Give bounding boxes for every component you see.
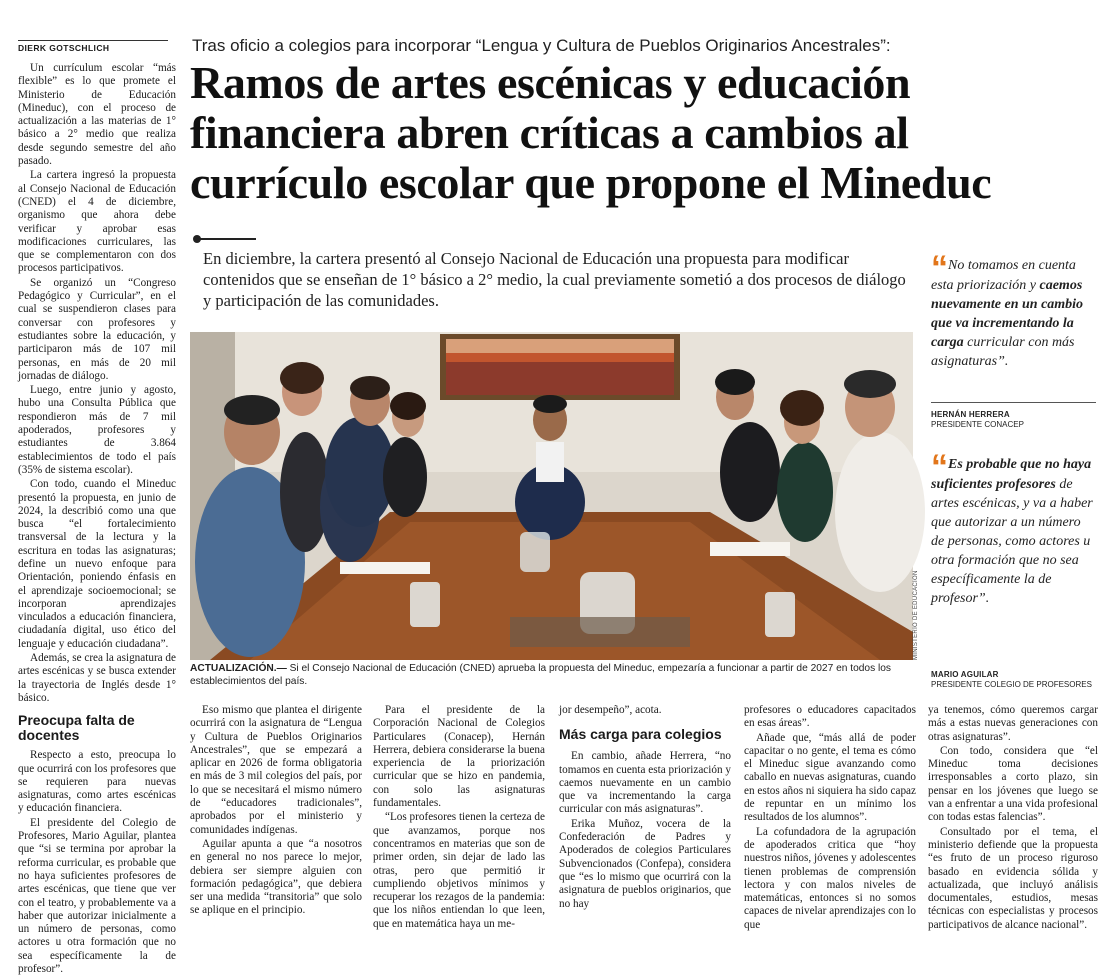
quote-mark-icon: “ [931, 249, 944, 287]
quote-source-role: PRESIDENTE COLEGIO DE PROFESORES [931, 680, 1092, 689]
quote-mark-icon: “ [931, 448, 944, 486]
caption-label: ACTUALIZACIÓN.— [190, 663, 287, 674]
body-column-1 [190, 704, 362, 919]
quote-text: No tomamos en cuenta esta priorización y [931, 258, 1076, 293]
mid-subhead: Más carga para colegios [559, 726, 722, 743]
paragraph: ya tenemos, cómo queremos cargar más a estas nuevas generaciones con otras asignaturas”. [928, 704, 1098, 743]
quote-source-name: MARIO AGUILAR [931, 670, 999, 679]
left-column [18, 62, 176, 977]
paragraph: Respecto a esto, preocupa lo que ocurrirá con los profesores que se requieren para nuevas asignaturas, como artes escénicas y educación financiera. [18, 749, 176, 815]
caption-text: Si el Consejo Nacional de Educación (CNED) aprueba la propuesta del Mineduc, empezaría a funcionar a partir de 2027 en todos los establecimientos del país. [190, 663, 892, 687]
quote-source-aguilar [931, 670, 1093, 690]
paragraph: Además, se crea la asignatura de artes escénicas y se busca extender la trayectoria de Inglés desde 1° básico. [18, 652, 176, 704]
paragraph: Con todo, cuando el Mineduc presentó la propuesta, en junio de 2024, la describió como una que busca “el fortalecimiento transversal de la lectura y la escritura en todas las asignaturas; define un nuevo enfoque para Orientación, poniendo énfasis en el aprendizaje socioemocional; se incorporan aprendizajes vinculados a educación financiera, ciudadanía digital, uso ético del lenguaje y educación ciudadana”. [18, 478, 176, 650]
paragraph: Añade que, “más allá de poder capacitar o no gente, el tema es cómo el Mineduc sigue avanzando como caballo en nuevas asignaturas, cuando en estos años ni siquiera ha sido capaz de repuntar en un mínimo los resultados de los alumnos”. [744, 731, 916, 824]
body-column-2 [373, 704, 545, 932]
body-column-3 [559, 704, 731, 912]
paragraph: “Los profesores tienen la certeza de que avanzamos, porque nos concentramos en materias que son de primer orden, sin dejar de lado las otras, pero que permitió ir cumpliendo objetivos mínimos y recuperar los rezagos de la pandemia: que los niños entiendan lo que leen, que en matemática haya un me- [373, 811, 545, 930]
byline: DIERK GOTSCHLICH [18, 40, 168, 53]
quote-source-herrera [931, 410, 1093, 430]
paragraph: Aguilar apunta a que “a nosotros en general no nos parece lo mejor, debiera ser siempre alguien con formación pedagógica”, que debiera ser una medida “transitoria” que solo se aplique en el principio. [190, 837, 362, 917]
photo-caption [190, 662, 920, 688]
paragraph: profesores o educadores capacitados en esas áreas”. [744, 704, 916, 730]
paragraph: Erika Muñoz, vocera de la Confederación de Padres y Apoderados de colegios Particulares Subvencionados (Confepa), considera que “es lo mismo que ocurrirá con la asignatura de pueblos originarios, que no hay [559, 817, 731, 910]
meeting-illustration [190, 332, 913, 660]
lead-paragraph: En diciembre, la cartera presentó al Consejo Nacional de Educación una propuesta para modificar contenidos que se enseñan de 1° básico a 2° medio, la cual previamente sometió a dos procesos de diálogo y participación de las comunidades. [203, 249, 906, 310]
body-column-4 [744, 704, 916, 933]
paragraph: Un currículum escolar “más flexible” es lo que promete el Ministerio de Educación (Mineduc), con el proceso de actualización a las materias de 1° básico a 2° medio que realiza desde segundo semestre del año pasado. [18, 62, 176, 168]
lead-rule [196, 238, 256, 240]
paragraph: Luego, entre junio y agosto, hubo una Consulta Pública que respondieron más de 7 mil apoderados, profesores y estudiantes de 3.864 establecimientos de todo el país (35% de sistema escolar). [18, 384, 176, 476]
pull-quote-aguilar [931, 448, 1093, 608]
paragraph: Consultado por el tema, el ministerio defiende que la propuesta “es fruto de un proceso riguroso basado en evidencia sólida y actualizada, que incluyó análisis documentales, estudios, mesas técnicas con especialistas y procesos participativos de alcance nacional”. [928, 825, 1098, 931]
body-column-5 [928, 704, 1098, 933]
paragraph: La cartera ingresó la propuesta al Consejo Nacional de Educación (CNED) el 4 de diciembre, organismo que ahora debe verificar y aprobar esas modificaciones curriculares, las que se complementaron con dos procesos participativos. [18, 169, 176, 275]
paragraph: Eso mismo que plantea el dirigente ocurrirá con la asignatura de “Lengua y Cultura de Pueblos Originarios Ancestrales”, que se empezará a aplicar en 2026 de forma obligatoria en más de 3 mil colegios del país, por lo que se necesitará el mismo número de “educadores tradicionales”, aprobados por el ministerio y comunidades indígenas. [190, 704, 362, 836]
photo-credit: MINISTERIO DE EDUCACIÓN [913, 570, 919, 660]
quote-highlight: caemos nuevamente en un cambio que va incrementando la carga [931, 278, 1084, 350]
paragraph: La cofundadora de la agrupación de apoderados critica que “hoy nuestros niños, jóvenes y adolescentes tienen problemas de comprensión lectora y con malos niveles de matemáticas, entonces si no somos capaces de nivelar aprendizajes con lo que [744, 825, 916, 931]
paragraph: El presidente del Colegio de Profesores, Mario Aguilar, plantea que “si se termina por aprobar la reforma curricular, es probable que no haya suficientes profesores de artes escénicas, que tiene que ver con el teatro, y probablemente va a haber que autorizar inicialmente a un número de personas, como actores u otra formación que no sea específicamente la de profesor”. [18, 816, 176, 975]
paragraph: Para el presidente de la Corporación Nacional de Colegios Particulares (Conacep), Hernán Herrera, debiera considerarse la buena experiencia de la priorización curricular que se hizo en pandemia, con solo las asignaturas fundamentales. [373, 704, 545, 810]
headline: Ramos de artes escénicas y educación financiera abren críticas a cambios al currículo escolar que propone el Mineduc [190, 57, 992, 208]
paragraph: jor desempeño”, acota. [559, 704, 662, 716]
paragraph: En cambio, añade Herrera, “no tomamos en cuenta esta priorización y caemos nuevamente en un cambio que va incrementando la carga curricular con más asignaturas”. [559, 750, 731, 816]
quote-source-name: HERNÁN HERRERA [931, 410, 1010, 419]
paragraph: Se organizó un “Congreso Pedagógico y Curricular”, en el cual se suspendieron clases para conversar con profesores y estudiantes sobre la educación, y participaron más de 107 mil personas, en más de 20 mil jornadas de diálogo. [18, 276, 176, 382]
quote-source-role: PRESIDENTE CONACEP [931, 420, 1024, 429]
quote-text: curricular con más asignaturas”. [931, 335, 1075, 369]
left-subhead: Preocupa falta de docentes [18, 712, 135, 744]
quote-divider [931, 402, 1096, 403]
quote-text: de artes escénicas, y va a haber que autorizar a un número de personas, como actores u otra formación que no sea específicamente la de profesor”. [931, 477, 1093, 606]
pull-quote-herrera [931, 249, 1093, 371]
paragraph: Con todo, considera que “el Mineduc toma decisiones irresponsables a corto plazo, sin pensar en los jóvenes que luego se van a enfrentar a una vida profesional con todas estas falencias”. [928, 744, 1098, 824]
kicker: Tras oficio a colegios para incorporar “Lengua y Cultura de Pueblos Originarios Ancestrales”: [192, 36, 891, 55]
quote-highlight: Es probable que no haya suficientes profesores [931, 457, 1092, 492]
meeting-photo [190, 332, 913, 660]
